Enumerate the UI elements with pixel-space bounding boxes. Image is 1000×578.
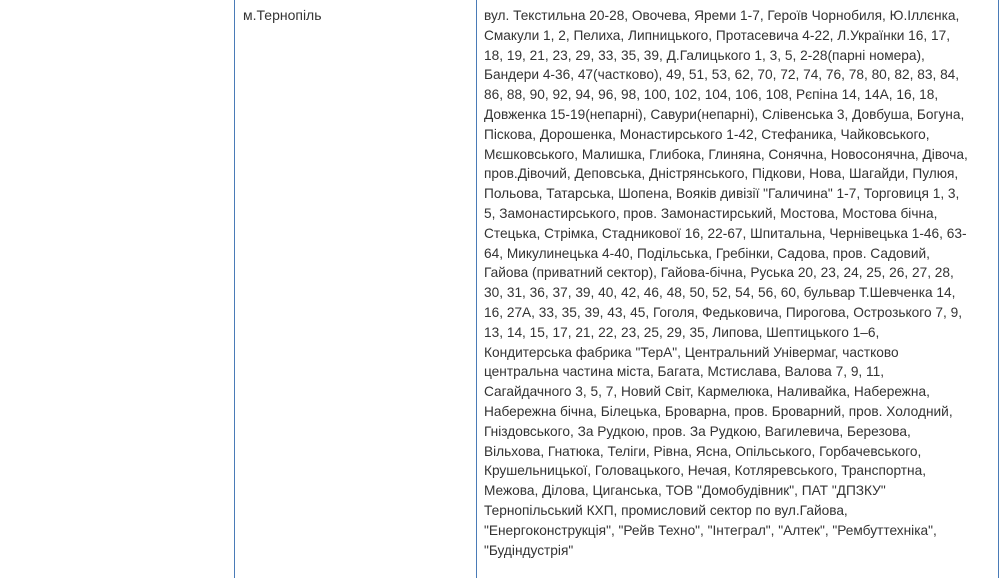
city-cell: м.Тернопіль bbox=[243, 7, 322, 23]
column-divider-middle bbox=[476, 0, 477, 578]
column-divider-left bbox=[234, 0, 235, 578]
streets-cell: вул. Текстильна 20-28, Овочева, Яреми 1-7, Героїв Чорнобиля, Ю.Іллєнка, Смакули 1, 2, Пелиха, Липницького, Протасевича 4-22, Л.Українки 16, 17, 18, 19, 21, 23, 29, 33, 35, 39, Д.Галицького 1, 3, 5, 2-28(парні номера), Бандери 4-36, 47(частково), 49, 51, 53, 62, 70, 72, 74, 76, 78, 80, 82, 83, 84, 86, 88, 90, 92, 94, 96, 98, 100, 102, 104, 106, 108, Рєпіна 14, 14А, 16, 18, Довженка 15-19(непарні), Савури(непарні), Слівенська 3, Довбуша, Богуна, Піскова, Дорошенка, Монастирського 1-42, Стефаника, Чайковського, Мєшковського, Малишка, Глибока, Глиняна, Сонячна, Новосонячна, Дівоча, пров.Дівочий, Деповська, Дністрянського, Підкови, Нова, Шагайди, Пулюя, Польова, Татарська, Шопена, Вояків дивізії "Галичина" 1-7, Торговиця 1, 3, 5, Замонастирського, пров. Замонастирський, Мостова, Мостова бічна, Стецька, Стрімка, Стадникової 16, 22-67, Шпитальна, Чернівецька 1-46, 63- 64, Микулинецька 4-40, Подільська, Гребінки, Садова, пров. Садовий, Гайова (приватний сектор), Гайова-бічна, Руська 20, 23, 24, 25, 26, 27, 28, 30, 31, 36, 37, 39, 40, 42, 46, 48, 50, 52, 54, 56, 60, бульвар Т.Шевченка 14, 16, 27А, 33, 35, 39, 43, 45, Гоголя, Федьковича, Пирогова, Острозького 7, 9, 13, 14, 15, 17, 21, 22, 23, 25, 29, 35, Липова, Шептицького 1–6, Кондитерська фабрика "ТерА", Центральний Універмаг, частково центральна частина міста, Багата, Мстислава, Валова 7, 9, 11, Сагайдачного 3, 5, 7, Новий Світ, Кармелюка, Наливайка, Набережна, Набережна бічна, Білецька, Броварна, пров. Броварний, пров. Холодний, Гніздовського, За Рудкою, пров. За Рудкою, Вагилевича, Березова, Вільхова, Гнатюка, Теліги, Рівна, Ясна, Опільського, Горбачевського, Крушельницької, Головацького, Нечая, Котляревського, Транспортна, Межова, Ділова, Циганська, ТОВ "Домобудівник", ПАТ "ДПЗКУ" Тернопільський КХП, промисловий сектор по вул.Гайова, "Енергоконструкція", "Рейв Техно", "Інтеграл", "Алтек", "Рембуттехніка", "Будіндустрія" bbox=[484, 8, 968, 558]
column-divider-right bbox=[998, 0, 999, 578]
